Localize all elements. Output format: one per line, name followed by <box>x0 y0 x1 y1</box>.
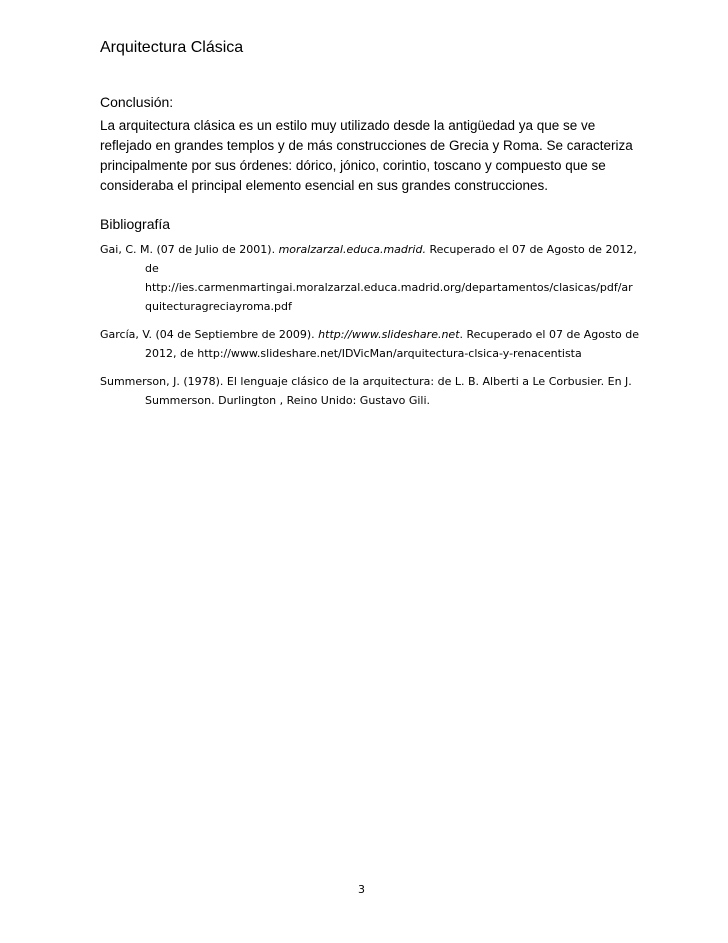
bibliography-continuation-line: 2012, de http://www.slideshare.net/IDVicMan/arquitectura-clsica-y-renacentista <box>145 347 582 360</box>
citation-text: García, V. (04 de Septiembre de 2009). <box>100 328 319 341</box>
bibliography-heading: Bibliografía <box>100 216 171 232</box>
conclusion-line: principalmente por sus órdenes: dórico, jónico, corintio, toscano y compuesto que se <box>100 158 606 173</box>
citation-text: Summerson, J. (1978). El lenguaje clásico de la arquitectura: de L. B. Alberti a Le Corbusier. En J. <box>100 375 632 388</box>
citation-text: Recuperado el 07 de Agosto de 2012, <box>425 243 637 256</box>
bibliography-url-line: quitecturagreciayroma.pdf <box>145 300 292 313</box>
bibliography-continuation-line: Summerson. Durlington , Reino Unido: Gustavo Gili. <box>145 394 431 407</box>
conclusion-heading: Conclusión: <box>100 94 174 110</box>
bibliography-entry <box>100 372 640 410</box>
conclusion-line: reflejado en grandes templos y de más construcciones de Grecia y Roma. Se caracteriza <box>100 138 633 153</box>
conclusion-line: La arquitectura clásica es un estilo muy utilizado desde la antigüedad ya que se ve <box>100 118 596 133</box>
bibliography-continuation-line: de <box>145 262 159 275</box>
bibliography-first-line <box>100 372 640 391</box>
page-number: 3 <box>358 883 365 896</box>
citation-italic-title: moralzarzal.educa.madrid. <box>278 243 426 256</box>
citation-text: Gai, C. M. (07 de Julio de 2001). <box>100 243 279 256</box>
bibliography-entry <box>100 325 640 363</box>
bibliography-list <box>100 240 640 419</box>
bibliography-url-line: http://ies.carmenmartingai.moralzarzal.educa.madrid.org/departamentos/clasicas/pdf/ar <box>145 281 633 294</box>
document-header-title: Arquitectura Clásica <box>100 39 244 56</box>
bibliography-first-line <box>100 325 640 344</box>
conclusion-paragraph <box>100 116 633 196</box>
bibliography-entry <box>100 240 640 316</box>
conclusion-line: consideraba el principal elemento esencial en sus grandes construcciones. <box>100 178 549 193</box>
citation-text: . Recuperado el 07 de Agosto de <box>459 328 639 341</box>
citation-italic-title: http://www.slideshare.net <box>318 328 460 341</box>
bibliography-first-line <box>100 240 640 259</box>
